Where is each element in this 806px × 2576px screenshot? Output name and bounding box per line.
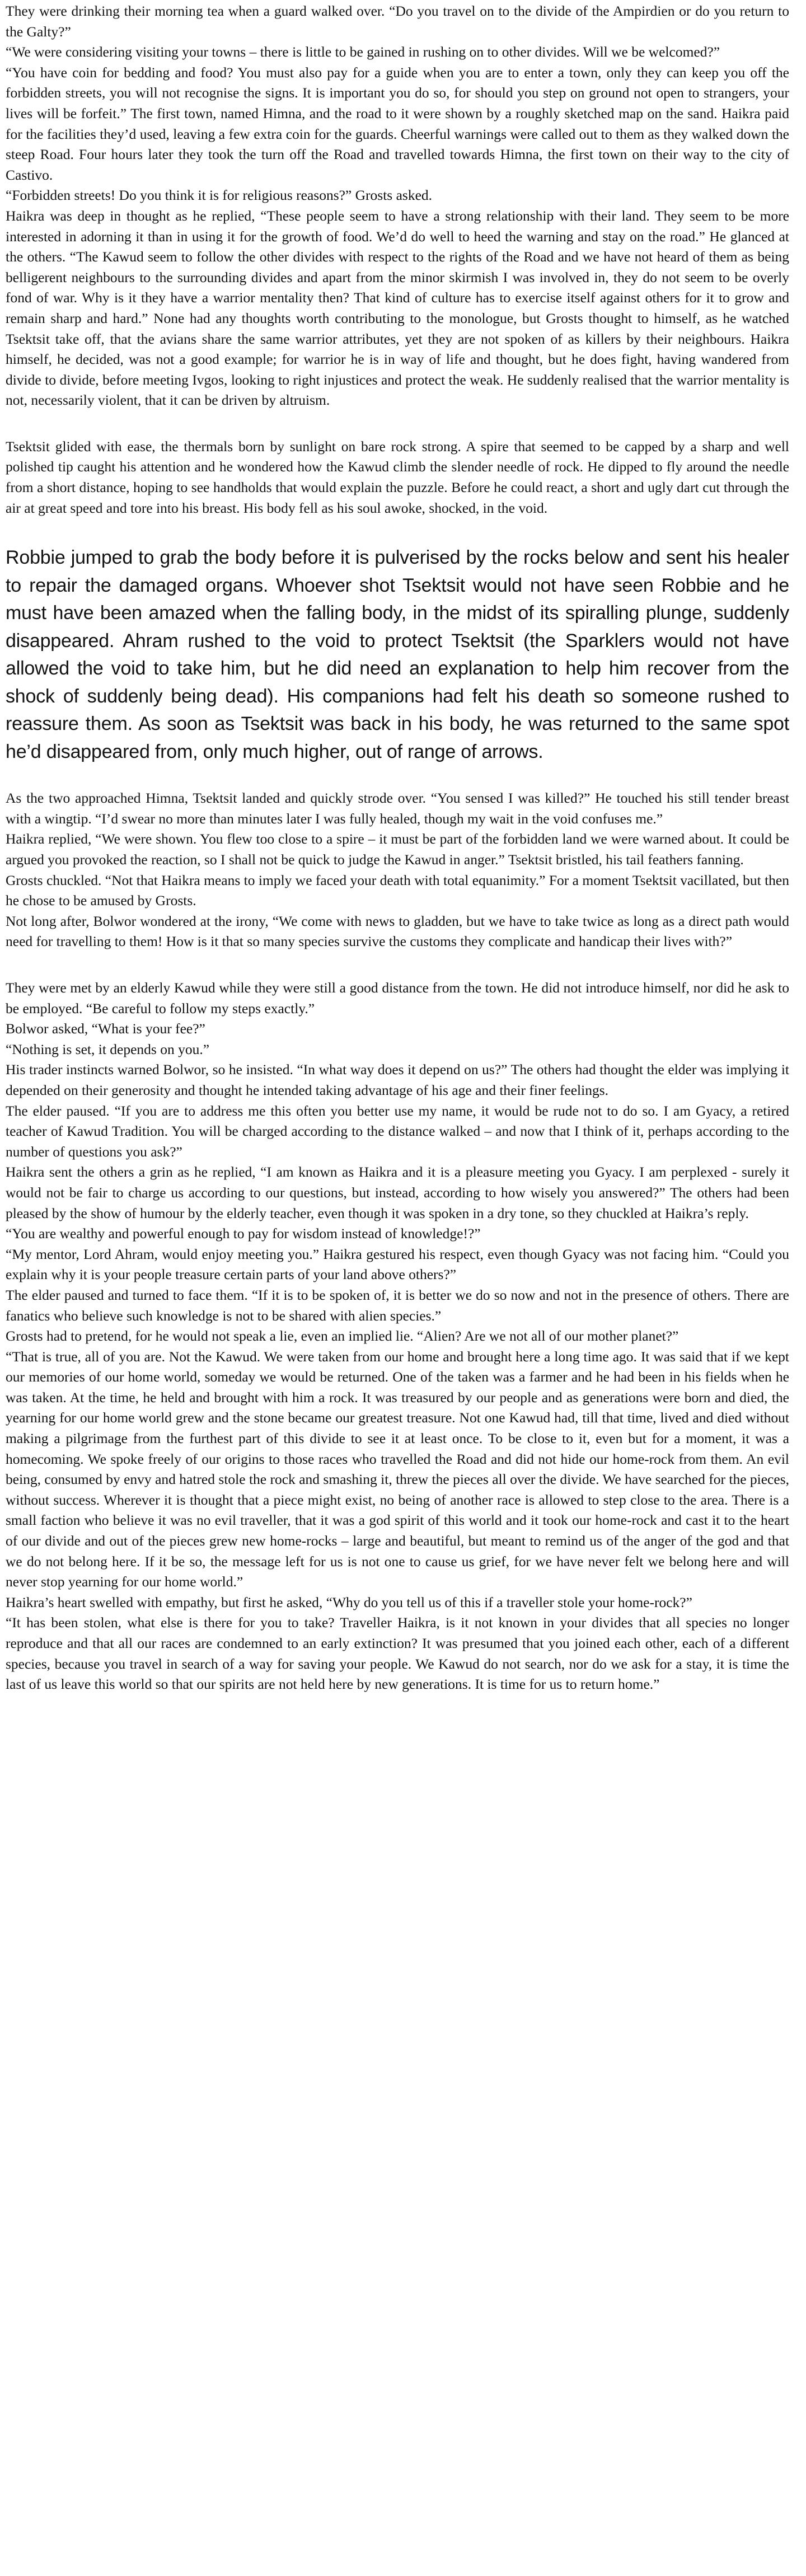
paragraph: “Forbidden streets! Do you think it is for religious reasons?” Grosts asked. <box>6 187 433 204</box>
section-morning-tea <box>6 1 789 411</box>
paragraph: Grosts chuckled. “Not that Haikra means to imply we faced your death with total equanimity.” For a moment Tsektsit vacillated, but then he chose to be amused by Grosts. <box>6 872 789 909</box>
paragraph: The elder paused and turned to face them. “If it is to be spoken of, it is better we do so now and not in the presence of others. There are fanatics who believe such knowledge is not to be shared with alien species.” <box>6 1286 789 1324</box>
paragraph: The elder paused. “If you are to address me this often you better use my name, it would be rude not to do so. I am Gyacy, a retired teacher of Kawud Tradition. You will be charged according to the distance walked – and now that I think of it, perhaps according to the number of questions you ask?” <box>6 1102 789 1160</box>
paragraph-large: Robbie jumped to grab the body before it is pulverised by the rocks below and sent his healer to repair the damaged organs. Whoever shot Tsektsit would not have seen Robbie and he must have been amazed when the falling body, in the midst of its spiralling plunge, suddenly disappeared. Ahram rushed to the void to protect Tsektsit (the Sparklers would not have allowed the void to take him, but he did need an explanation to help him recover from the shock of suddenly being dead). His companions had felt his death so someone rushed to reassure them. As soon as Tsektsit was back in his body, he was returned to the same spot he’d disappeared from, only much higher, out of range of arrows. <box>6 547 789 762</box>
paragraph: “You have coin for bedding and food? You must also pay for a guide when you are to enter a town, only they can keep you off the forbidden streets, you will not recognise the signs. It is important you do so, for should you step on ground not open to strangers, your lives will be forfeit.” The first town, named Himna, and the road to it were shown by a roughly sketched map on the sand. Haikra paid for the facilities they’d used, leaving a few extra coin for the guards. Cheerful warnings were called out to them as they walked down the steep Road. Four hours later they took the turn off the Road and travelled towards Himna, the first town on their way to the city of Castivo. <box>6 64 789 183</box>
paragraph: “You are wealthy and powerful enough to pay for wisdom instead of knowledge!?” <box>6 1225 481 1242</box>
section-gap <box>6 952 789 978</box>
paragraph: Bolwor asked, “What is your fee?” <box>6 1020 205 1037</box>
paragraph: Haikra sent the others a grin as he replied, “I am known as Haikra and it is a pleasure meeting you Gyacy. I am perplexed - surely it would not be fair to charge us according to our questions, but instead, according to how wisely you answered?” The others had been pleased by the show of humour by the elderly teacher, even though it was spoken in a dry tone, so they chuckled at Haikra’s reply. <box>6 1164 789 1221</box>
paragraph: Grosts had to pretend, for he would not speak a lie, even an implied lie. “Alien? Are we not all of our mother planet?” <box>6 1328 679 1345</box>
paragraph: They were met by an elderly Kawud while they were still a good distance from the town. He did not introduce himself, nor did he ask to be employed. “Be careful to follow my steps exactly.” <box>6 980 789 1017</box>
paragraph: “Nothing is set, it depends on you.” <box>6 1041 210 1057</box>
paragraph: “It has been stolen, what else is there for you to take? Traveller Haikra, is it not known in your divides that all species no longer reproduce and that all our races are condemned to an early extinction? It was presumed that you joined each other, each of a different species, because you travel in search of a way for saving your people. We Kawud do not search, nor do we ask for a stay, it is time the last of us leave this world so that our spirits are not held here by new generations. It is time for us to return home.” <box>6 1614 789 1693</box>
paragraph: “That is true, all of you are. Not the Kawud. We were taken from our home and brought here a long time ago. It was said that if we kept our memories of our home world, someday we would be returned. One of the taken was a farmer and he had been in his fields when he was taken. At the time, he held and brought with him a rock. It was treasured by our people and as generations were born and died, the yearning for our home world grew and the stone became our greatest treasure. Not one Kawud had, till that time, lived and died without making a pilgrimage from the furthest part of this divide to see it at least once. To be close to it, even but for a moment, it was a homecoming. We spoke freely of our origins to those races who travelled the Road and did not hide our home-rock from them. An evil being, consumed by envy and hatred stole the rock and smashing it, threw the pieces all over the divide. We have searched for the pieces, without success. Wherever it is thought that a piece might exist, no being of another race is allowed to step close to the area. There is a small faction who believe it was no evil traveller, that it was a god spirit of this world and it took our home-rock and cast it to the heart of our divide and out of the pieces grew new home-rocks – large and beautiful, but meant to remind us of the anger of the god and that we do not belong here. If it be so, the message left for us is not one to cause us grief, for we have never felt we belong here and will never stop yearning for our home world.” <box>6 1348 789 1590</box>
section-approach-himna <box>6 788 789 952</box>
paragraph: Haikra was deep in thought as he replied, “These people seem to have a strong relationship with their land. They seem to be more interested in adorning it than in using it for the growth of food. We’d do well to heed the warning and stay on the road.” He glanced at the others. “The Kawud seem to follow the other divides with respect to the rights of the Road and we have not heard of them as being belligerent neighbours to the surrounding divides and apart from the minor skirmish I was involved in, they do not seem to be overly fond of war. Why is it they have a warrior mentality then? That kind of culture has to exercise itself against others for it to grow and remain sharp and hard.” None had any thoughts worth contributing to the monologue, but Grosts thought to himself, as he watched Tsektsit take off, that the avians share the same warrior attributes, yet they are not spoken of as killers by their neighbours. Haikra himself, he decided, was not a good example; for warrior he is in way of life and thought, but he does fight, having wandered from divide to divide, before meeting Ivgos, looking to right injustices and protect the weak. He suddenly realised that the warrior mentality is not, necessarily violent, that it can be driven by altruism. <box>6 207 789 409</box>
section-gap <box>6 411 789 437</box>
paragraph: “My mentor, Lord Ahram, would enjoy meeting you.” Haikra gestured his respect, even though Gyacy was not facing him. “Could you explain why it is your people treasure certain parts of your land above others?” <box>6 1245 789 1283</box>
paragraph: Haikra replied, “We were shown. You flew too close to a spire – it must be part of the forbidden land we were warned about. It could be argued you provoked the reaction, so I shall not be quick to judge the Kawud in anger.” Tsektsit bristled, his tail feathers fanning. <box>6 831 789 868</box>
paragraph: As the two approached Himna, Tsektsit landed and quickly strode over. “You sensed I was killed?” He touched his still tender breast with a wingtip. “I’d swear no more than minutes later I was fully healed, though my wait in the void confuses me.” <box>6 790 789 827</box>
section-gap <box>6 766 789 788</box>
section-gap <box>6 518 789 544</box>
paragraph: Not long after, Bolwor wondered at the irony, “We come with news to gladden, but we have to take twice as long as a direct path would need for travelling to them! How is it that so many species survive the customs they complicate and handicap their lives with?” <box>6 912 789 950</box>
section-robbie-rescue <box>6 544 789 766</box>
paragraph: His trader instincts warned Bolwor, so he insisted. “In what way does it depend on us?” The others had thought the elder was implying it depended on their generosity and thought he intended taking advantage of his age and their finer feelings. <box>6 1061 789 1098</box>
paragraph: They were drinking their morning tea when a guard walked over. “Do you travel on to the divide of the Ampirdien or do you return to the Galty?” <box>6 3 789 40</box>
paragraph: “We were considering visiting your towns – there is little to be gained in rushing on to other divides. Will we be welcomed?” <box>6 44 720 60</box>
paragraph: Haikra’s heart swelled with empathy, but first he asked, “Why do you tell us of this if a traveller stole your home-rock?” <box>6 1594 692 1610</box>
section-tsektsit-flight <box>6 437 789 518</box>
section-gyacy <box>6 978 789 1695</box>
paragraph: Tsektsit glided with ease, the thermals born by sunlight on bare rock strong. A spire that seemed to be capped by a sharp and well polished tip caught his attention and he wondered how the Kawud climb the slender needle of rock. He dipped to fly around the needle from a short distance, hoping to see handholds that would explain the puzzle. Before he could react, a short and ugly dart cut through the air at great speed and tore into his breast. His body fell as his soul awoke, shocked, in the void. <box>6 438 789 516</box>
